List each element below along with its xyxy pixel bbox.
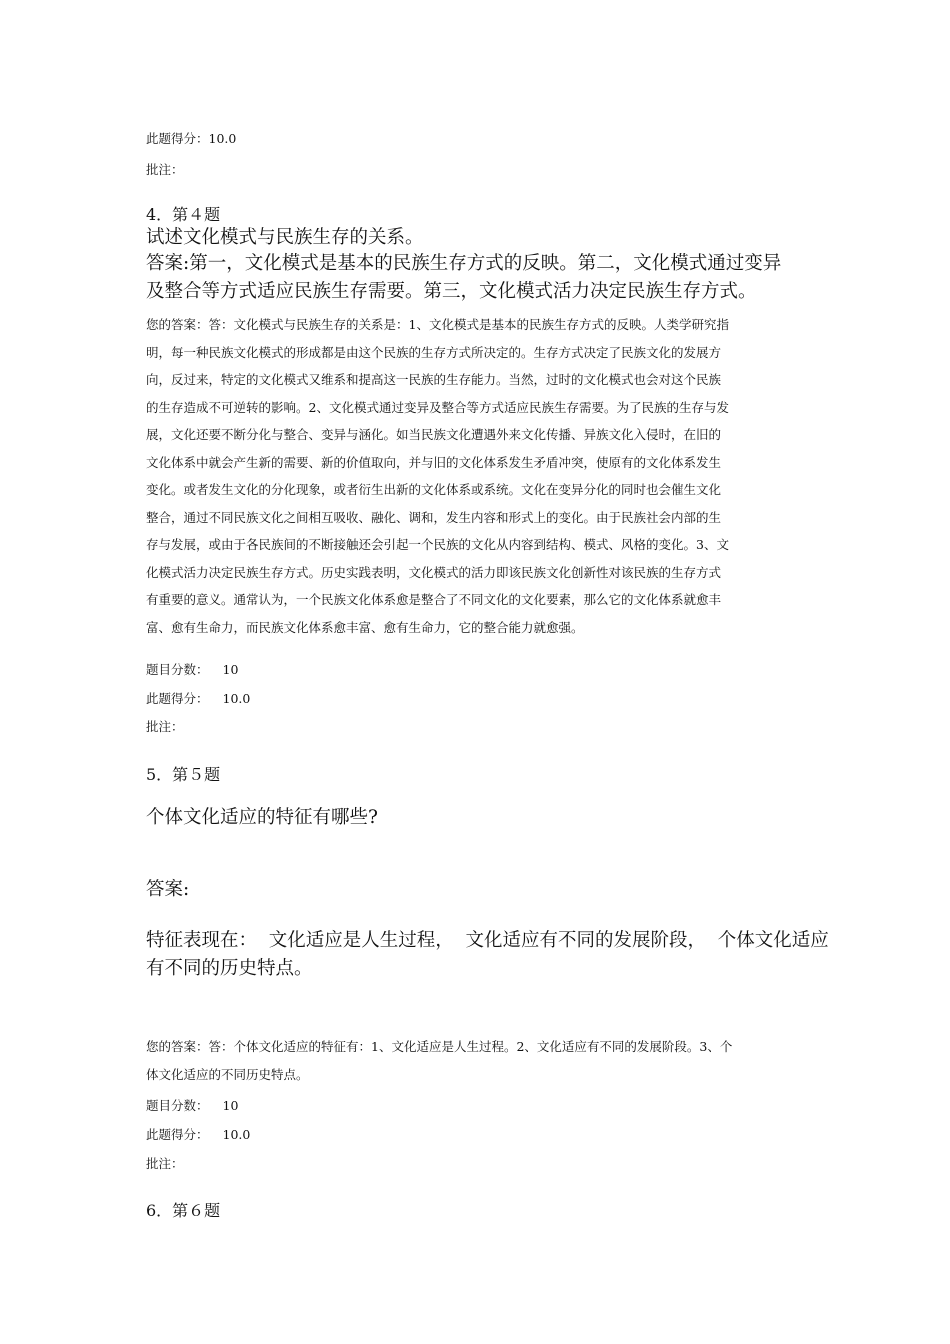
q4-your-answer [146, 311, 811, 641]
your-answer-line: 有重要的意义。通常认为，一个民族文化体系愈是整合了不同文化的文化要素，那么它的文化体系就愈丰 [146, 592, 722, 607]
q6-heading: 6．第６题 [146, 1201, 221, 1220]
your-answer-line: 展，文化还要不断分化与整合、变异与涵化。如当民族文化遭遇外来文化传播、异族文化入侵时，在旧的 [146, 427, 722, 442]
q5-score-line [146, 1125, 250, 1143]
points-label: 题目分数： [146, 662, 209, 677]
your-answer-line: 富、愈有生命力，而民族文化体系愈丰富、愈有生命力，它的整合能力就愈强。 [146, 619, 584, 635]
answer-line: 有不同的历史特点。 [146, 958, 313, 979]
your-answer-line: 体文化适应的不同历史特点。 [146, 1066, 309, 1082]
points-value: 10 [222, 662, 239, 677]
q5-comment-label: 批注： [146, 1156, 184, 1171]
q5-question: 个体文化适应的特征有哪些? [146, 807, 378, 828]
your-answer-line: 的生存造成不可逆转的影响。2、文化模式通过变异及整合等方式适应民族生存需要。为了民族的生存与发 [146, 399, 729, 415]
answer-line: 特征表现在： 文化适应是人生过程， 文化适应有不同的发展阶段， 个体文化适应 [146, 930, 829, 951]
q5-answer-label: 答案: [146, 879, 190, 900]
score-value: 10.0 [222, 1127, 251, 1142]
answer-line: 及整合等方式适应民族生存需要。第三，文化模式活力决定民族生存方式。 [146, 281, 757, 302]
score-value: 10.0 [208, 131, 237, 146]
points-label: 题目分数： [146, 1098, 209, 1113]
q4-points-line [146, 660, 238, 678]
q5-heading: 5．第５题 [146, 765, 221, 784]
score-value: 10.0 [222, 691, 251, 706]
score-label: 此题得分： [146, 131, 209, 146]
q4-heading: 4．第４题 [146, 205, 221, 224]
q4-score-line [146, 689, 250, 707]
q3-comment-label: 批注： [146, 162, 184, 177]
your-answer-line: 您的答案：答：个体文化适应的特征有：1、文化适应是人生过程。2、文化适应有不同的发展阶段。3、个 [146, 1039, 733, 1054]
score-label: 此题得分： [146, 1127, 209, 1142]
q5-your-answer [146, 1033, 811, 1088]
q4-question: 试述文化模式与民族生存的关系。 [146, 227, 424, 248]
q4-reference-answer [146, 250, 811, 306]
your-answer-line: 存与发展，或由于各民族间的不断接触还会引起一个民族的文化从内容到结构、模式、风格的变化。3、文 [146, 537, 729, 552]
your-answer-line: 化模式活力决定民族生存方式。历史实践表明，文化模式的活力即该民族文化创新性对该民族的生存方式 [146, 564, 722, 580]
your-answer-line: 您的答案：答：文化模式与民族生存的关系是：1、文化模式是基本的民族生存方式的反映。人类学研究指 [146, 317, 729, 332]
points-value: 10 [222, 1098, 239, 1113]
your-answer-line: 向，反过来，特定的文化模式又维系和提高这一民族的生存能力。当然，过时的文化模式也会对这个民族 [146, 372, 722, 387]
answer-line: 答案:第一，文化模式是基本的民族生存方式的反映。第二，文化模式通过变异 [146, 253, 782, 274]
q4-comment-label: 批注： [146, 719, 184, 734]
q3-score-line [146, 129, 236, 147]
your-answer-line: 整合，通过不同民族文化之间相互吸收、融化、调和，发生内容和形式上的变化。由于民族社会内部的生 [146, 509, 722, 525]
your-answer-line: 变化。或者发生文化的分化现象，或者衍生出新的文化体系或系统。文化在变异分化的同时也会催生文化 [146, 482, 722, 497]
q5-reference-answer [146, 927, 829, 983]
your-answer-line: 文化体系中就会产生新的需要、新的价值取向，并与旧的文化体系发生矛盾冲突，使原有的文化体系发生 [146, 454, 722, 470]
your-answer-line: 明，每一种民族文化模式的形成都是由这个民族的生存方式所决定的。生存方式决定了民族文化的发展方 [146, 344, 722, 360]
q5-points-line [146, 1096, 238, 1114]
score-label: 此题得分： [146, 691, 209, 706]
